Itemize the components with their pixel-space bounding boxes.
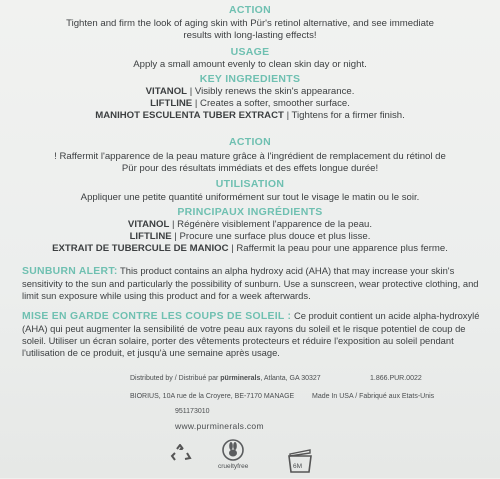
heading-key-ingredients-en: KEY INGREDIENTS [199,73,301,85]
ingredient-en-2: LIFTLINE | Creates a softer, smoother surface. [150,98,350,109]
ingredient-fr-1: VITANOL | Régénère visiblement l'apparence de la peau. [127,219,373,230]
lot-code: 951173010 [175,408,210,415]
usage-en-text: Apply a small amount evenly to clean skin day or night. [133,59,367,70]
eu-address: BIORIUS, 10A rue de la Croyere, BE-7170 MANAGE [130,393,295,400]
action-fr-line2: Pür pour des résultats immédiats et des effets longue durée! [121,163,379,174]
heading-action-en: ACTION [228,4,272,16]
distributed-by: Distributed by / Distribué par pürminerals, Atlanta, GA 30327 [130,375,321,382]
ingredient-fr-3: EXTRAIT DE TUBERCULE DE MANIOC | Raffermit la peau pour une apparence plus ferme. [52,243,448,254]
action-en-line2: results with long-lasting effects! [183,30,317,41]
heading-action-fr: ACTION [228,136,272,148]
ingredient-en-3: MANIHOT ESCULENTA TUBER EXTRACT | Tightens for a firmer finish. [95,110,405,121]
phone-number: 1.866.PUR.0022 [370,375,422,382]
action-en-line1: Tighten and firm the look of aging skin with Pür's retinol alternative, and see immediate [66,18,434,29]
usage-fr-text: Appliquer une petite quantité uniformément sur tout le visage le matin ou le soir. [80,192,420,203]
heading-principaux-ingredients-fr: PRINCIPAUX INGRÉDIENTS [177,206,323,218]
ingredient-fr-2: LIFTLINE | Procure une surface plus douce et plus lisse. [129,231,371,242]
ingredient-en-1: VITANOL | Visibly renews the skin's appearance. [145,86,355,97]
cruelty-free-label: crueltyfree [218,463,249,470]
recycle-icon [170,444,192,471]
pao-label: 6M [293,463,303,470]
action-fr-line1: ! Raffermit l'apparence de la peau mature grâce à l'ingrédient de remplacement du rétinol de [54,151,446,162]
sunburn-alert-fr: MISE EN GARDE CONTRE LES COUPS DE SOLEIL : Ce produit contient un acide alpha-hydroxylé (AHA) qui peut augmenter la sensibilité de votre peau aux rayons du soleil et le risque potentiel de coup de soleil. Utiliser un écran solaire, porter des vêtements protecteurs et réduire l'exposition au soleil pendant l'utilisation de ce produit, et jusqu'à une semaine après usage. [22,310,480,358]
sunburn-alert-en: SUNBURN ALERT: This product contains an alpha hydroxy acid (AHA) that may increase your skin's sensitivity to the sun and particularly the possibility of sunburn. Use a sunscreen, wear protective clothing, and limit sun exposure while using this product and for a week afterwards. [22,265,479,301]
heading-utilisation-fr: UTILISATION [215,178,285,190]
made-in-usa: Made In USA / Fabriqué aux Etats-Unis [312,393,435,400]
heading-usage-en: USAGE [230,46,270,58]
open-jar-icon [285,444,315,479]
website: www.purminerals.com [175,421,264,431]
